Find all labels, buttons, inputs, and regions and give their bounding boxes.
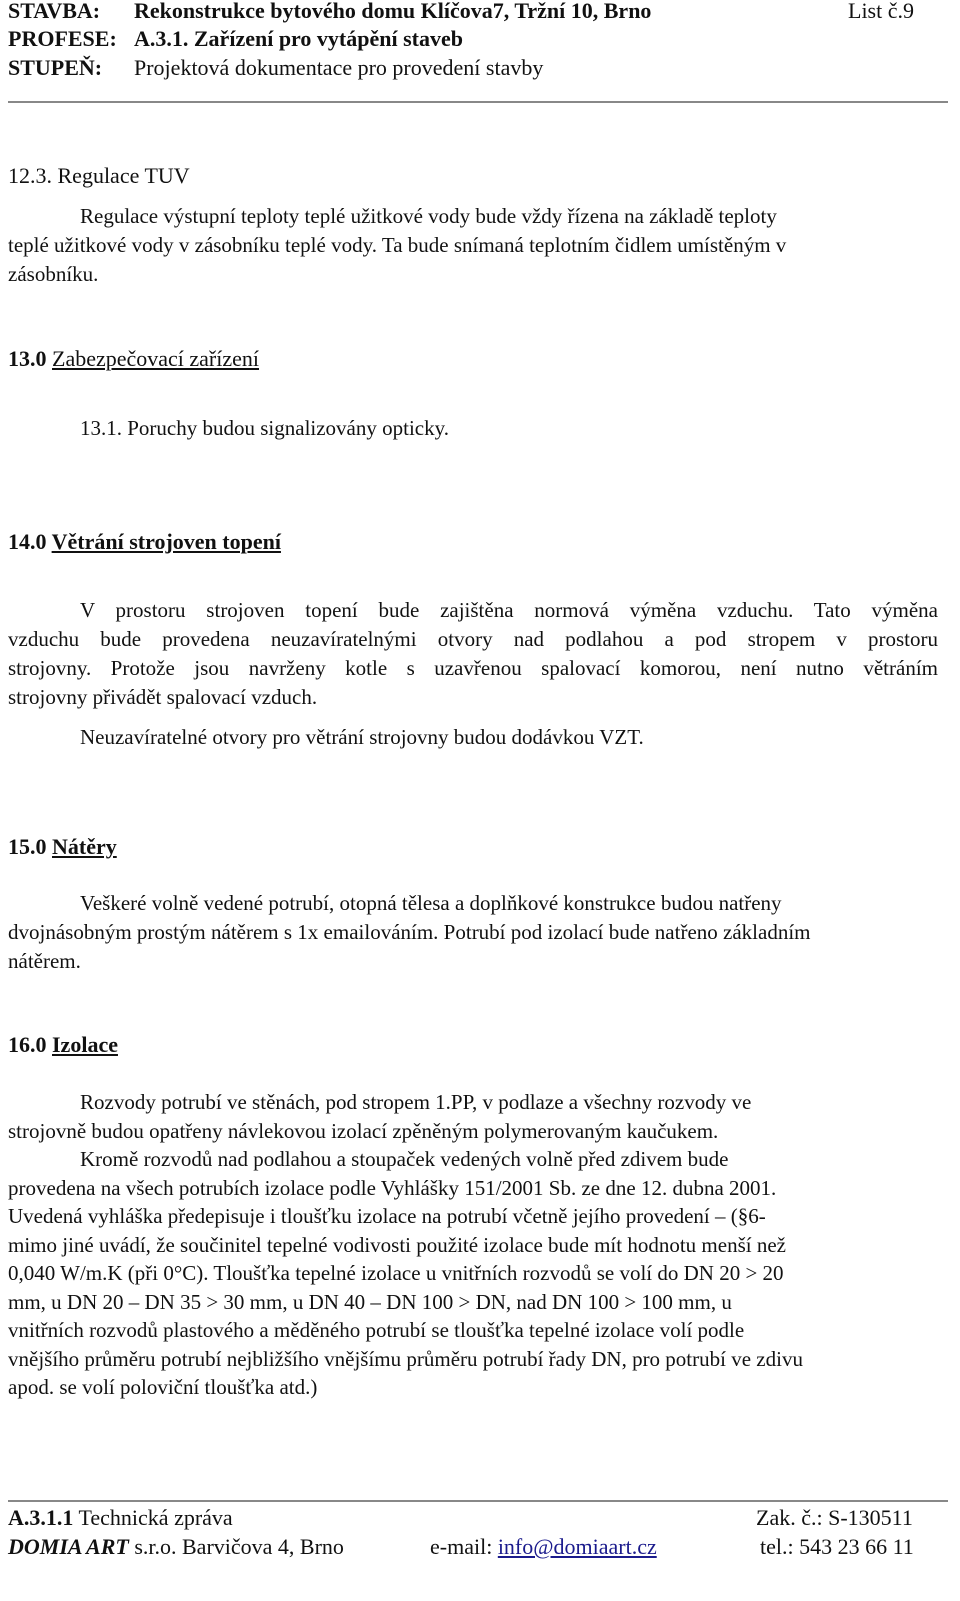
stavba-label: STAVBA: bbox=[8, 0, 101, 23]
stavba-value: Rekonstrukce bytového domu Klíčova7, Tržní 10, Brno bbox=[134, 0, 652, 23]
paragraph-line: strojovny přivádět spalovací vzduch. bbox=[8, 685, 318, 709]
subsection-text: 13.1. Poruchy budou signalizovány opticky. bbox=[80, 416, 450, 440]
section-number: 15.0 bbox=[8, 834, 47, 859]
section-title: Nátěry bbox=[52, 834, 117, 859]
section-title: Zabezpečovací zařízení bbox=[52, 346, 260, 371]
email-link[interactable]: info@domiaart.cz bbox=[497, 1534, 657, 1559]
paragraph-line: apod. se volí poloviční tloušťka atd.) bbox=[8, 1375, 318, 1399]
section-number: 14.0 bbox=[8, 529, 47, 554]
section-title: Větrání strojoven topení bbox=[51, 529, 281, 554]
paragraph-line: Veškeré volně vedené potrubí, otopná tělesa a doplňkové konstrukce budou natřeny bbox=[80, 891, 782, 915]
section-heading bbox=[8, 345, 259, 373]
paragraph-line: dvojnásobným prostým nátěrem s 1x emailováním. Potrubí pod izolací bude natřeno základním bbox=[8, 920, 811, 944]
paragraph-line: Regulace výstupní teploty teplé užitkové vody bude vždy řízena na základě teploty bbox=[80, 204, 777, 228]
paragraph-line: provedena na všech potrubích izolace podle Vyhlášky 151/2001 Sb. ze dne 12. dubna 2001. bbox=[8, 1176, 777, 1200]
sheet-number: List č.9 bbox=[848, 0, 914, 23]
paragraph-line: vzduchu bude provedena neuzavíratelnými otvory nad podlahou a pod stropem v prostoru bbox=[8, 627, 938, 651]
order-number: Zak. č.: S-130511 bbox=[756, 1505, 913, 1530]
paragraph-line: teplé užitkové vody v zásobníku teplé vody. Ta bude snímaná teplotním čidlem umístěným v bbox=[8, 233, 787, 257]
section-heading bbox=[8, 1031, 118, 1059]
email-block bbox=[430, 1534, 657, 1560]
paragraph-line: nátěrem. bbox=[8, 949, 81, 973]
section-number: 16.0 bbox=[8, 1032, 47, 1057]
document-code: A.3.1.1 bbox=[8, 1505, 74, 1530]
stupen-label: STUPEŇ: bbox=[8, 55, 103, 80]
paragraph-line: mm, u DN 20 – DN 35 > 30 mm, u DN 40 – DN 100 > DN, nad DN 100 > 100 mm, u bbox=[8, 1290, 732, 1314]
paragraph-line: mimo jiné uvádí, že součinitel tepelné vodivosti použité izolace bude mít hodnotu menší než bbox=[8, 1233, 786, 1257]
paragraph-line: Uvedená vyhláška předepisuje i tloušťku izolace na potrubí včetně jejího provedení – (§6- bbox=[8, 1204, 766, 1228]
paragraph-line: vnitřních rozvodů plastového a měděného potrubí se tloušťka tepelné izolace volí podle bbox=[8, 1318, 745, 1342]
paragraph-line: zásobníku. bbox=[8, 262, 99, 286]
company-name: DOMIA ART bbox=[8, 1534, 129, 1559]
section-heading: 12.3. Regulace TUV bbox=[8, 163, 190, 188]
paragraph-line: V prostoru strojoven topení bude zajištěna normová výměna vzduchu. Tato výměna bbox=[80, 598, 938, 622]
footer-divider bbox=[8, 1500, 948, 1502]
section-heading bbox=[8, 528, 281, 556]
company-info bbox=[8, 1534, 344, 1560]
section-title: Izolace bbox=[52, 1032, 118, 1057]
section-heading bbox=[8, 833, 117, 861]
profese-label: PROFESE: bbox=[8, 26, 117, 51]
paragraph-line: 0,040 W/m.K (při 0°C). Tloušťka tepelné izolace u vnitřních rozvodů se volí do DN 20 > 20 bbox=[8, 1261, 784, 1285]
paragraph-line: Kromě rozvodů nad podlahou a stoupaček vedených volně před zdivem bude bbox=[80, 1147, 729, 1171]
profese-value: A.3.1. Zařízení pro vytápění staveb bbox=[134, 26, 463, 51]
document-name: Technická zpráva bbox=[73, 1505, 233, 1530]
section-number: 13.0 bbox=[8, 346, 47, 371]
stupen-value: Projektová dokumentace pro provedení stavby bbox=[134, 55, 544, 80]
document-title bbox=[8, 1505, 233, 1531]
email-label: e-mail: bbox=[430, 1534, 498, 1559]
paragraph-line: strojovny. Protože jsou navrženy kotle s uzavřenou spalovací komorou, není nutno větráním bbox=[8, 656, 938, 680]
paragraph-line: vnějšího průměru potrubí nejbližšího vnějšímu průměru potrubí řady DN, pro potrubí ve zdivu bbox=[8, 1347, 803, 1371]
phone-number: tel.: 543 23 66 11 bbox=[760, 1534, 914, 1559]
paragraph-line: Neuzavíratelné otvory pro větrání strojovny budou dodávkou VZT. bbox=[80, 725, 644, 749]
paragraph-line: Rozvody potrubí ve stěnách, pod stropem 1.PP, v podlaze a všechny rozvody ve bbox=[80, 1090, 752, 1114]
company-address: s.r.o. Barvičova 4, Brno bbox=[128, 1534, 344, 1559]
paragraph-line: strojovně budou opatřeny návlekovou izolací zpěněným polymerovaným kaučukem. bbox=[8, 1119, 719, 1143]
header-divider bbox=[8, 101, 948, 103]
